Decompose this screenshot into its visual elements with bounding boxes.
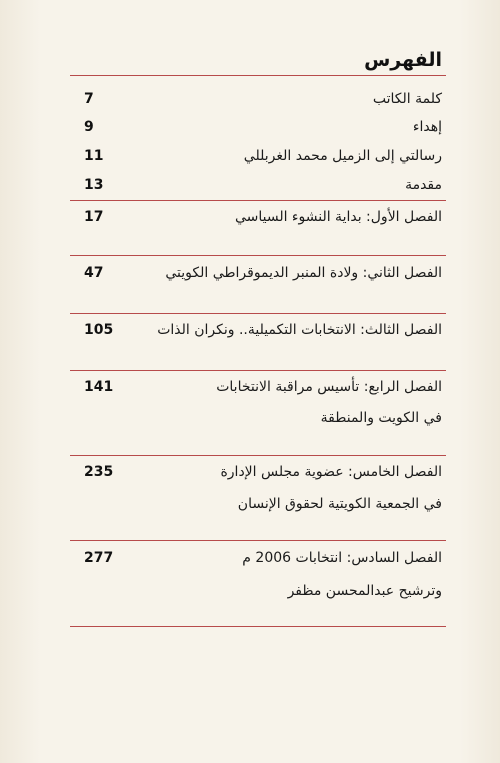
toc-entry[interactable]: [70, 317, 446, 343]
divider: [70, 313, 446, 314]
toc-entry[interactable]: [70, 114, 446, 140]
entry-title: كلمة الكاتب: [372, 91, 442, 107]
page-number: 7: [84, 91, 94, 107]
entry-title-continued: وترشيح عبدالمحسن مظفر: [287, 583, 442, 599]
page-number: 277: [84, 550, 114, 566]
page-number: 141: [84, 379, 114, 395]
entry-title: الفصل الخامس: عضوية مجلس الإدارة: [220, 464, 442, 480]
entry-title-continued: في الكويت والمنطقة: [320, 410, 442, 426]
toc-entry[interactable]: [70, 545, 446, 571]
page-number: 11: [84, 148, 104, 164]
page-title: الفهرس: [364, 49, 442, 71]
entry-title: إهداء: [412, 119, 442, 135]
toc-entry[interactable]: [70, 204, 446, 230]
divider: [70, 370, 446, 371]
page-number: 17: [84, 209, 104, 225]
divider: [70, 455, 446, 456]
page-number: 9: [84, 119, 94, 135]
entry-title-continued: في الجمعية الكويتية لحقوق الإنسان: [237, 496, 442, 512]
page-number: 47: [84, 265, 104, 281]
toc-entry[interactable]: [70, 260, 446, 286]
toc-entry[interactable]: [70, 374, 446, 400]
entry-title: مقدمة: [405, 177, 442, 193]
divider: [70, 626, 446, 627]
toc-entry[interactable]: [70, 172, 446, 198]
page-number: 105: [84, 322, 114, 338]
entry-title: الفصل الرابع: تأسيس مراقبة الانتخابات: [216, 379, 442, 395]
page-number: 13: [84, 177, 104, 193]
toc-entry[interactable]: [70, 143, 446, 169]
divider: [70, 255, 446, 256]
toc-entry[interactable]: [70, 86, 446, 112]
toc-entry[interactable]: [70, 459, 446, 485]
divider: [70, 75, 446, 76]
entry-title: الفصل الأول: بداية النشوء السياسي: [234, 209, 442, 225]
entry-title: الفصل الثاني: ولادة المنبر الديموقراطي الكويتي: [165, 265, 442, 281]
divider: [70, 200, 446, 201]
entry-title: الفصل السادس: انتخابات 2006 م: [242, 550, 442, 566]
entry-title: الفصل الثالث: الانتخابات التكميلية.. ونكران الذات: [157, 322, 442, 338]
entry-title: رسالتي إلى الزميل محمد الغربللي: [243, 148, 442, 164]
divider: [70, 540, 446, 541]
page-number: 235: [84, 464, 114, 480]
